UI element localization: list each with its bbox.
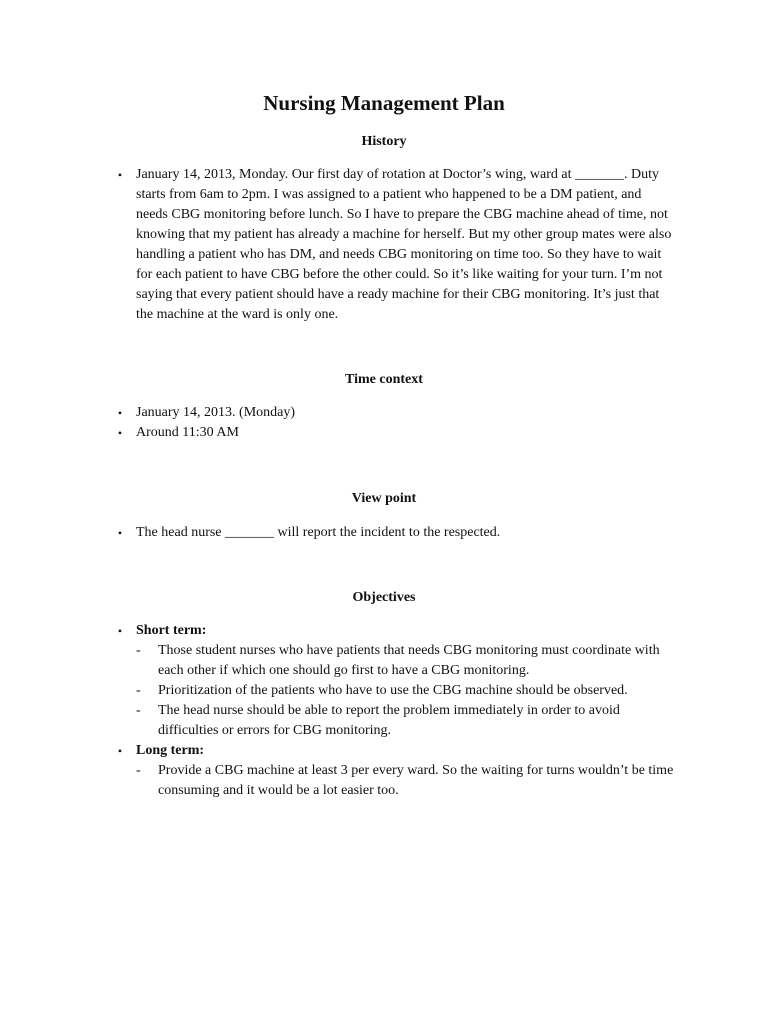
short-term-objective [136, 681, 676, 701]
time-context-list [0, 403, 768, 443]
time-context-time-item [0, 423, 676, 443]
time-context-date: January 14, 2013. (Monday) [136, 405, 296, 420]
view-point-text: The head nurse _______ will report the incident to the respected. [136, 525, 501, 540]
bullet-icon: • [117, 406, 123, 420]
history-bullet-item [0, 165, 676, 325]
objectives-list [0, 621, 768, 801]
bullet-icon: • [117, 624, 123, 638]
time-context-heading: Time context [345, 372, 423, 387]
short-term-item [0, 621, 676, 741]
time-context-time: Around 11:30 AM [136, 425, 239, 440]
time-context-date-item [0, 403, 676, 423]
dash-icon: - [136, 643, 141, 658]
short-term-label: Short term: [136, 623, 207, 638]
bullet-icon: • [117, 168, 123, 182]
long-term-objective-text: Provide a CBG machine at least 3 per every ward. So the waiting for turns wouldn’t be time consuming and it would be a lot easier too. [158, 763, 674, 798]
dash-icon: - [136, 703, 141, 718]
bullet-icon: • [117, 426, 123, 440]
history-text: January 14, 2013, Monday. Our first day of rotation at Doctor’s wing, ward at _______. Duty starts from 6am to 2pm. I was assigned to a patient who happened to be a DM patient, and needs CBG monitoring before lunch. So I have to prepare the CBG machine ahead of time, not knowing that my patient has already a machine for herself. But my other group mates were also handling a patient who has DM, and needs CBG monitoring on time too. So they have to wait for each patient to have CBG before the other could. So it’s like waiting for your turn. I’m not saying that every patient should have a ready machine for their CBG monitoring. It’s just that the machine at the ward is only one. [136, 167, 672, 322]
view-point-heading: View point [351, 491, 417, 506]
short-term-objective-text: Those student nurses who have patients that needs CBG monitoring must coordinate with each other if which one should go first to have a CBG monitoring. [158, 643, 660, 678]
short-term-objective [136, 641, 676, 681]
short-term-objective-text: The head nurse should be able to report the problem immediately in order to avoid difficulties or errors for CBG monitoring. [158, 703, 620, 738]
bullet-icon: • [117, 744, 123, 758]
dash-icon: - [136, 763, 141, 778]
history-list [0, 165, 768, 325]
long-term-objective [136, 761, 676, 801]
document-title: Nursing Management Plan [263, 91, 505, 115]
view-point-item [0, 523, 676, 543]
long-term-label: Long term: [136, 743, 205, 758]
long-term-list [136, 761, 676, 801]
objectives-heading: Objectives [352, 590, 416, 605]
dash-icon: - [136, 683, 141, 698]
short-term-objective [136, 701, 676, 741]
short-term-list [136, 641, 676, 741]
history-heading: History [361, 134, 407, 149]
short-term-objective-text: Prioritization of the patients who have to use the CBG machine should be observed. [158, 683, 628, 698]
view-point-list [0, 523, 768, 543]
long-term-item [0, 741, 676, 801]
bullet-icon: • [117, 526, 123, 540]
